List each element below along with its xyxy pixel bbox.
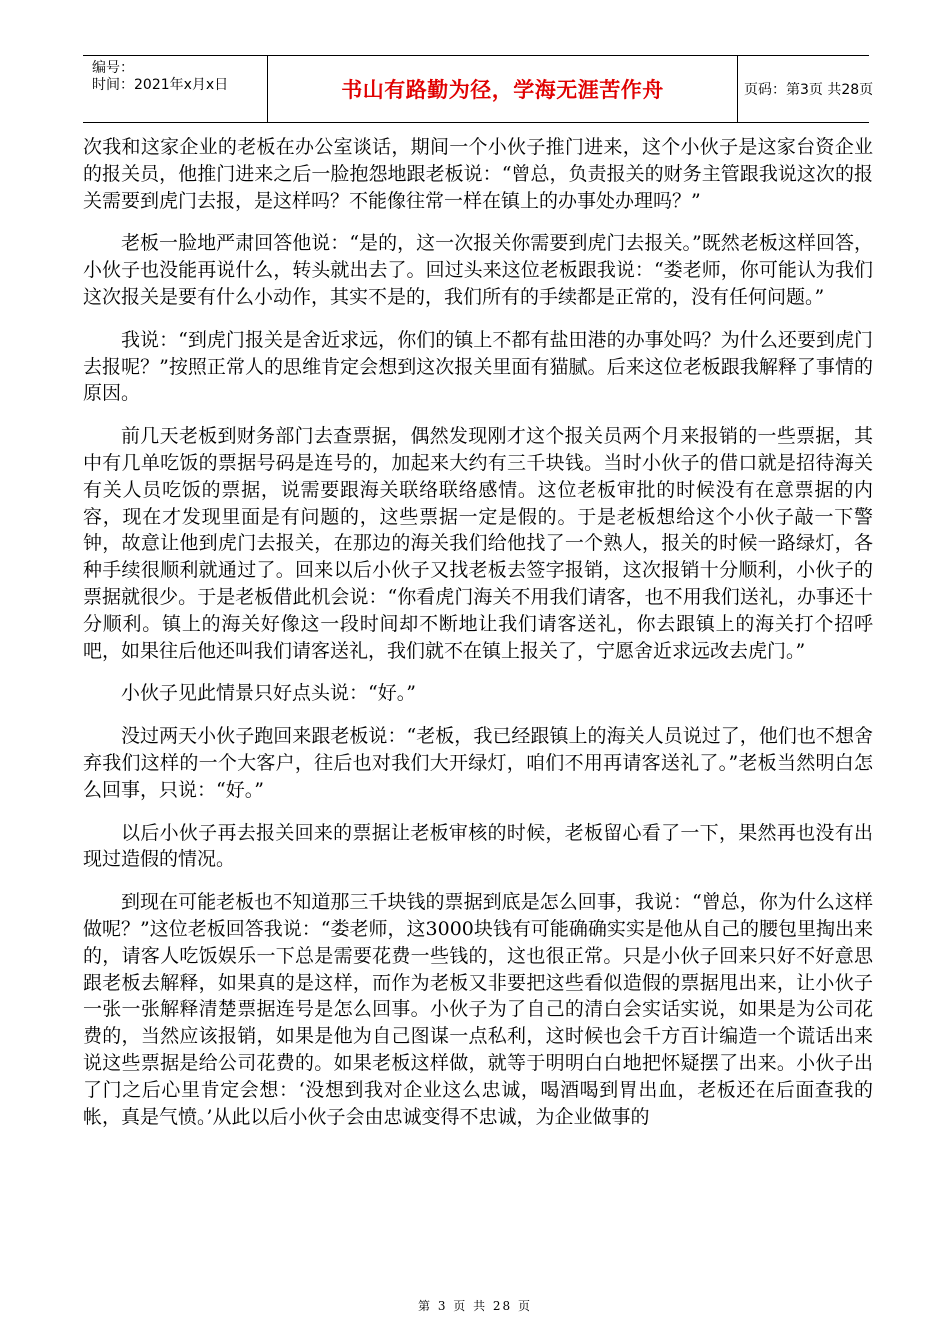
paragraph: 我说：“到虎门报关是舍近求远，你们的镇上不都有盐田港的办事处吗？为什么还要到虎门去报呢？”按照正常人的思维肯定会想到这次报关里面有猫腻。后来这位老板跟我解释了事情的原因。 [83, 328, 873, 405]
paragraph: 老板一脸地严肃回答他说：“是的，这一次报关你需要到虎门去报关。”既然老板这样回答，小伙子也没能再说什么，转头就出去了。回过头来这位老板跟我说：“娄老师，你可能认为我们这次报关是要有什么小动作，其实不是的，我们所有的手续都是正常的，没有任何问题。” [83, 232, 873, 308]
document-body [83, 134, 873, 1146]
paragraph: 到现在可能老板也不知道那三千块钱的票据到底是怎么回事，我说：“曾总，你为什么这样做呢？”这位老板回答我说：“娄老师，这3000块钱有可能确确实实是他从自己的腰包里掏出来的，请客人吃饭娱乐一下总是需要花费一些钱的，这也很正常。只是小伙子回来只好不好意思跟老板去解释，如果真的是这样，而作为老板又非要把这些看似造假的票据甩出来，让小伙子一张一张解释清楚票据连号是怎么回事。小伙子为了自己的清白会实话实说，如果是为公司花费的，当然应该报销，如果是他为自己图谋一点私利，这时候也会千方百计编造一个谎话出来说这些票据是给公司花费的。如果老板这样做，就等于明明白白地把怀疑摆了出来。小伙子出了门之后心里肯定会想：‘没想到我对企业这么忠诚，喝酒喝到胃出血，老板还在后面查我的帐，真是气愤。’从此以后小伙子会由忠诚变得不忠诚，为企业做事的 [83, 891, 873, 1128]
header-motto-cell [268, 56, 738, 122]
paragraph: 以后小伙子再去报关回来的票据让老板审核的时候，老板留心看了一下，果然再也没有出现过造假的情况。 [83, 821, 873, 871]
header-meta [83, 56, 268, 122]
paragraph: 次我和这家企业的老板在办公室谈话，期间一个小伙子推门进来，这个小伙子是这家台资企业的报关员，他推门进来之后一脸抱怨地跟老板说：“曾总，负责报关的财务主管跟我说这次的报关需要到虎门去报，是这样吗？不能像往常一样在镇上的办事处办理吗？” [83, 136, 873, 212]
paragraph: 小伙子见此情景只好点头说：“好。” [121, 682, 416, 705]
paragraph: 没过两天小伙子跑回来跟老板说：“老板，我已经跟镇上的海关人员说过了，他们也不想舍弃我们这样的一个大客户，往后也对我们大开绿灯，咱们不用再请客送礼了。”老板当然明白怎么回事，只说：“好。” [83, 725, 873, 801]
paragraph: 前几天老板到财务部门去查票据，偶然发现刚才这个报关员两个月来报销的一些票据，其中有几单吃饭的票据号码是连号的，加起来大约有三千块钱。当时小伙子的借口就是招待海关有关人员吃饭的票据，说需要跟海关联络联络感情。这位老板审批的时候没有在意票据的内容，现在才发现里面是有问题的，这些票据一定是假的。于是老板想给这个小伙子敲一下警钟，故意让他到虎门去报关，在那边的海关我们给他找了一个熟人，报关的时候一路绿灯，各种手续很顺利就通过了。回来以后小伙子又找老板去签字报销，这次报销十分顺利，小伙子的票据就很少。于是老板借此机会说：“你看虎门海关不用我们请客，也不用我们送礼，办事还十分顺利。镇上的海关好像这一段时间却不断地让我们请客送礼，你去跟镇上的海关打个招呼吧，如果往后他还叫我们请客送礼，我们就不在镇上报关了，宁愿舍近求远改去虎门。” [83, 425, 873, 662]
header-page-number: 页码：第3页 共28页 [744, 82, 874, 98]
page-footer: 第 3 页 共 28 页 [418, 1299, 532, 1313]
page-header [83, 55, 874, 123]
document-date: 时间：2021年x月x日 [92, 77, 229, 93]
document-number: 编号： [92, 60, 134, 76]
header-motto: 书山有路勤为径，学海无涯苦作舟 [341, 78, 664, 102]
